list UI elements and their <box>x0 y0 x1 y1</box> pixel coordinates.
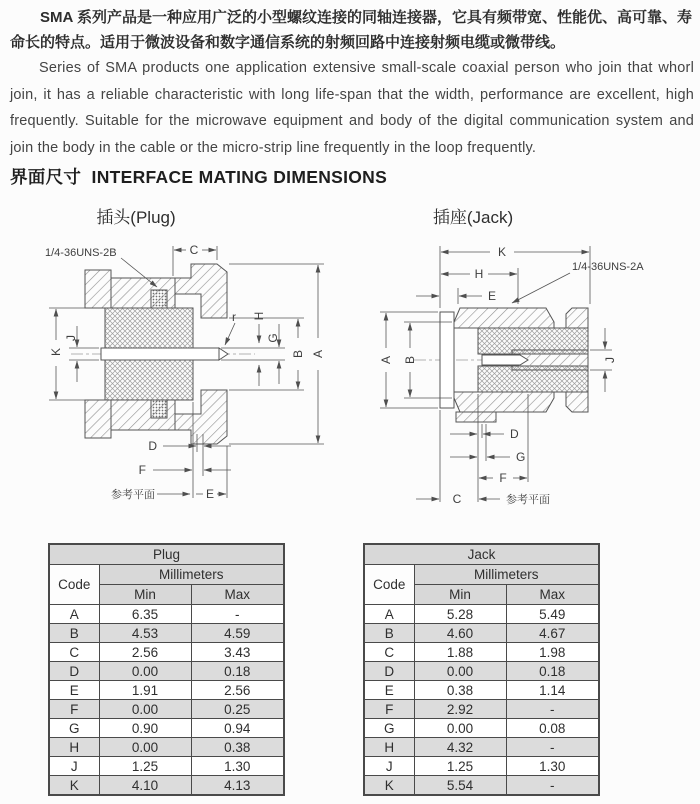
jack-dim-k: K <box>497 245 507 259</box>
plug-table-title: Plug <box>49 544 284 565</box>
plug-ref-plane-label: 参考平面 <box>111 489 155 501</box>
cell-max: - <box>506 700 599 719</box>
cell-min: 5.28 <box>414 605 506 624</box>
jack-figure-title: 插座(Jack) <box>432 208 514 227</box>
jack-dim-a: A <box>379 355 393 365</box>
jack-thread-label: 1/4-36UNS-2A <box>572 261 644 273</box>
jack-body-section <box>440 308 588 422</box>
plug-code-header: Code <box>49 565 99 605</box>
cell-max: 0.08 <box>506 719 599 738</box>
plug-dim-g: G <box>266 333 280 343</box>
cell-min: 4.32 <box>414 738 506 757</box>
plug-dim-c: C <box>189 243 199 257</box>
table-row <box>49 662 284 681</box>
jack-dimensions-table <box>363 543 600 796</box>
cell-max: 0.94 <box>191 719 284 738</box>
jack-table-title-row <box>364 544 599 565</box>
cell-code: B <box>364 624 414 643</box>
intro-paragraph-chinese: SMA 系列产品是一种应用广泛的小型螺纹连接的同轴连接器，它具有频带宽、性能优、高可靠、寿命长的特点。适用于微波设备和数字通信系统的射频回路中连接射频电缆或微带线。 <box>10 9 692 51</box>
cell-max: 5.49 <box>506 605 599 624</box>
cell-max: 0.18 <box>506 662 599 681</box>
cell-code: D <box>364 662 414 681</box>
cell-min: 5.54 <box>414 776 506 796</box>
table-row <box>49 681 284 700</box>
jack-diagram <box>352 226 697 526</box>
cell-code: E <box>364 681 414 700</box>
cell-code: C <box>364 643 414 662</box>
cell-min: 0.00 <box>414 662 506 681</box>
table-row <box>364 757 599 776</box>
cell-max: 1.30 <box>191 757 284 776</box>
cell-min: 2.56 <box>99 643 191 662</box>
table-row <box>49 643 284 662</box>
table-row <box>49 700 284 719</box>
cell-min: 0.00 <box>99 738 191 757</box>
plug-figure-title: 插头(Plug) <box>96 208 176 227</box>
cell-max: 2.56 <box>191 681 284 700</box>
cell-min: 2.92 <box>414 700 506 719</box>
table-row <box>364 719 599 738</box>
cell-code: B <box>49 624 99 643</box>
jack-max-header: Max <box>506 585 599 605</box>
cell-min: 1.25 <box>414 757 506 776</box>
cell-max: - <box>506 738 599 757</box>
cell-min: 0.90 <box>99 719 191 738</box>
table-row <box>364 681 599 700</box>
plug-dim-h: H <box>252 311 266 321</box>
jack-min-header: Min <box>414 585 506 605</box>
cell-min: 4.53 <box>99 624 191 643</box>
cell-min: 0.00 <box>99 662 191 681</box>
plug-dim-d: D <box>148 439 157 453</box>
plug-dim-e: E <box>205 487 215 501</box>
table-row <box>49 719 284 738</box>
plug-unit-header: Millimeters <box>99 565 284 585</box>
section-heading-en: INTERFACE MATING DIMENSIONS <box>91 167 388 187</box>
cell-code: H <box>364 738 414 757</box>
cell-max: 1.98 <box>506 643 599 662</box>
cell-code: K <box>364 776 414 796</box>
plug-dim-j: J <box>64 335 78 341</box>
plug-dim-r: r <box>232 310 236 324</box>
cell-min: 4.60 <box>414 624 506 643</box>
plug-dim-f: F <box>138 463 146 477</box>
plug-max-header: Max <box>191 585 284 605</box>
cell-code: J <box>49 757 99 776</box>
cell-max: 0.18 <box>191 662 284 681</box>
cell-min: 0.38 <box>414 681 506 700</box>
jack-dim-b: B <box>403 355 417 365</box>
table-row <box>364 605 599 624</box>
cell-code: D <box>49 662 99 681</box>
cell-max: 4.59 <box>191 624 284 643</box>
table-row <box>49 757 284 776</box>
jack-dim-j: J <box>603 357 617 363</box>
jack-unit-header: Millimeters <box>414 565 599 585</box>
table-row <box>364 776 599 796</box>
cell-code: H <box>49 738 99 757</box>
table-row <box>49 738 284 757</box>
table-row <box>364 643 599 662</box>
plug-body-section <box>85 264 228 444</box>
cell-code: K <box>49 776 99 796</box>
table-row <box>364 700 599 719</box>
table-row <box>49 776 284 796</box>
intro-paragraph-english: Series of SMA products one application extensive small-scale coaxial person who join that whorl join, it has a reliable characteristic with long life-span that the width, performance are excellent, high frequently. Suitable for the microwave equipment and body of the digital communication system and join the body in the cable or the micro-strip line frequently in the loop frequently. <box>10 60 694 156</box>
table-row <box>364 738 599 757</box>
cell-max: 0.25 <box>191 700 284 719</box>
cell-code: C <box>49 643 99 662</box>
cell-code: G <box>364 719 414 738</box>
plug-diagram <box>5 226 350 526</box>
jack-dim-e: E <box>488 289 497 303</box>
cell-max: 0.38 <box>191 738 284 757</box>
cell-min: 0.00 <box>99 700 191 719</box>
plug-dim-k: K <box>49 347 63 357</box>
cell-max: 1.14 <box>506 681 599 700</box>
cell-min: 1.91 <box>99 681 191 700</box>
plug-dim-b: B <box>291 349 305 359</box>
cell-code: A <box>364 605 414 624</box>
section-heading <box>10 164 387 189</box>
cell-code: F <box>364 700 414 719</box>
jack-dim-c: C <box>452 492 462 506</box>
cell-min: 1.88 <box>414 643 506 662</box>
jack-dim-f: F <box>499 471 507 485</box>
cell-min: 4.10 <box>99 776 191 796</box>
cell-min: 0.00 <box>414 719 506 738</box>
plug-table-body <box>49 605 284 796</box>
cell-max: 4.67 <box>506 624 599 643</box>
jack-dim-h: H <box>474 267 484 281</box>
cell-max: - <box>191 605 284 624</box>
plug-table-unit-row <box>49 565 284 585</box>
plug-table-title-row <box>49 544 284 565</box>
cell-max: - <box>506 776 599 796</box>
table-row <box>364 662 599 681</box>
cell-code: F <box>49 700 99 719</box>
jack-dim-g: G <box>516 450 526 464</box>
jack-ref-plane-label: 参考平面 <box>506 494 550 506</box>
plug-min-header: Min <box>99 585 191 605</box>
plug-dim-a: A <box>311 349 325 359</box>
cell-max: 3.43 <box>191 643 284 662</box>
section-heading-zh: 界面尺寸 <box>10 167 82 187</box>
cell-max: 1.30 <box>506 757 599 776</box>
jack-table-title: Jack <box>364 544 599 565</box>
cell-max: 4.13 <box>191 776 284 796</box>
cell-code: G <box>49 719 99 738</box>
cell-min: 1.25 <box>99 757 191 776</box>
cell-code: J <box>364 757 414 776</box>
cell-min: 6.35 <box>99 605 191 624</box>
jack-table-body <box>364 605 599 796</box>
cell-code: A <box>49 605 99 624</box>
plug-dimensions-table <box>48 543 285 796</box>
plug-thread-label: 1/4-36UNS-2B <box>45 247 117 259</box>
table-row <box>364 624 599 643</box>
jack-code-header: Code <box>364 565 414 605</box>
jack-table-unit-row <box>364 565 599 585</box>
jack-dim-d: D <box>510 427 519 441</box>
table-row <box>49 624 284 643</box>
cell-code: E <box>49 681 99 700</box>
table-row <box>49 605 284 624</box>
